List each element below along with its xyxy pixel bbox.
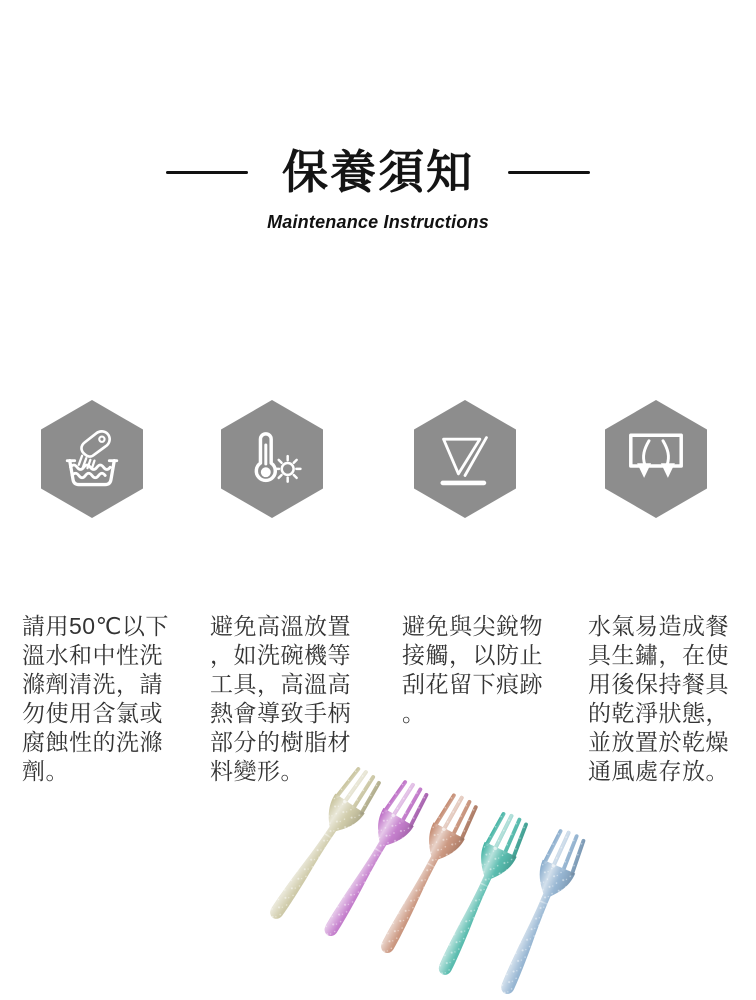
care-text-dry: 水氣易造成餐 具生鏽，在使 用後保持餐具 的乾淨狀態， 並放置於乾燥 通風處存放。 xyxy=(588,613,729,784)
section-header xyxy=(0,148,756,233)
keep-dry-icon xyxy=(621,424,691,494)
page-title: 保養須知 xyxy=(282,146,474,198)
hand-wash-icon xyxy=(59,426,125,492)
title-left-line xyxy=(166,171,248,174)
hexagon-badge-temperature xyxy=(221,400,323,518)
no-high-temp-icon xyxy=(239,426,305,492)
page-subtitle: Maintenance Instructions xyxy=(267,212,489,233)
hexagon-badge-sharp xyxy=(414,400,516,518)
care-text-wash: 請用50℃以下 溫水和中性洗 滌劑清洗，請 勿使用含氯或 腐蝕性的洗滌 劑。 xyxy=(22,613,169,784)
hexagon-badge-dry xyxy=(605,400,707,518)
hexagon-badge-wash xyxy=(41,400,143,518)
care-text-sharp: 避免與尖銳物 接觸，以防止 刮花留下痕跡 。 xyxy=(402,613,543,726)
care-text-temperature: 避免高溫放置 ，如洗碗機等 工具，高溫高 熱會導致手柄 部分的樹脂材 料變形。 xyxy=(210,613,351,784)
no-sharp-objects-icon xyxy=(432,426,498,492)
title-right-line xyxy=(508,171,590,174)
